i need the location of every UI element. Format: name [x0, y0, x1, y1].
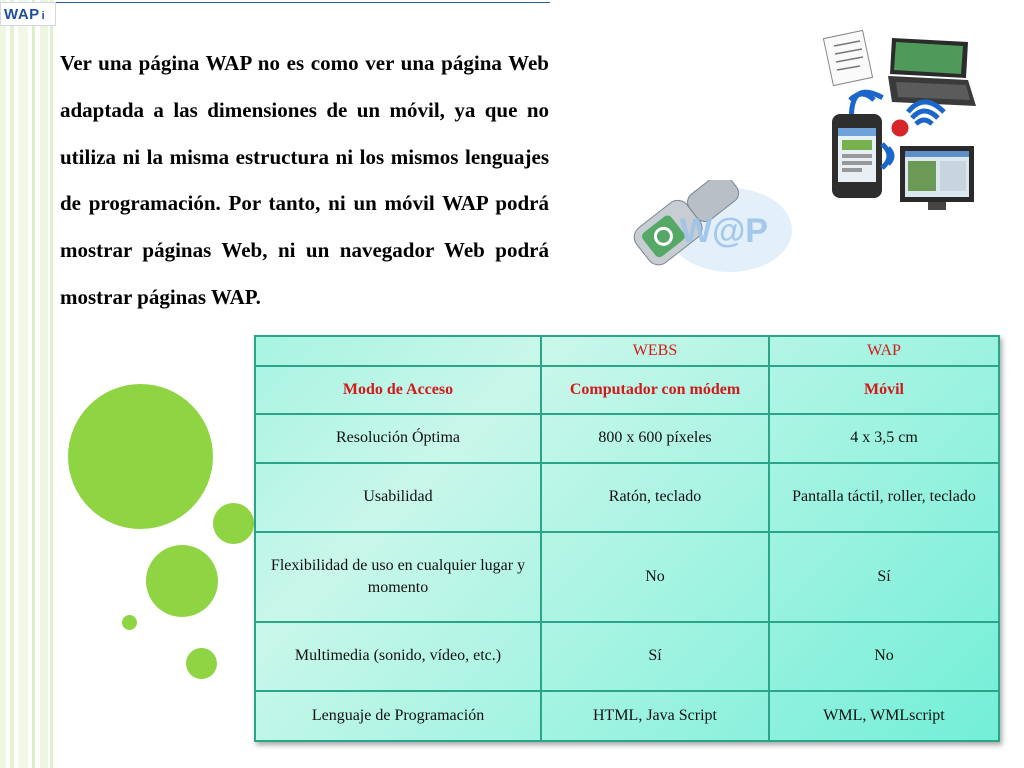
table-cell: Sí: [541, 622, 769, 691]
decor-circle-small: [186, 648, 217, 679]
table-cell: Ratón, teclado: [541, 463, 769, 532]
wifi-waves-icon: [844, 85, 883, 116]
wap-logo-text: WAP: [4, 6, 40, 23]
table-header-cell: [255, 336, 541, 366]
table-cell: No: [769, 622, 999, 691]
table-cell: Pantalla táctil, roller, teclado: [769, 463, 999, 532]
table-row: [255, 463, 999, 532]
table-cell: HTML, Java Script: [541, 691, 769, 741]
wap-logo: [0, 2, 56, 26]
decor-circle-large: [68, 384, 213, 529]
table-cell: Sí: [769, 532, 999, 622]
left-stripes: [0, 0, 56, 768]
decor-circle-medium-2: [146, 545, 218, 617]
table-cell: Resolución Óptima: [255, 414, 541, 463]
decor-circle-tiny: [122, 615, 137, 630]
table-cell: Multimedia (sonido, vídeo, etc.): [255, 622, 541, 691]
table-header-cell: WAP: [769, 336, 999, 366]
devices-illustration: [820, 28, 980, 218]
table-row: [255, 691, 999, 741]
table-row: [255, 414, 999, 463]
table-cell: Computador con módem: [541, 366, 769, 414]
wap-phone-logo: W@P: [680, 212, 768, 250]
table-cell: 4 x 3,5 cm: [769, 414, 999, 463]
table-cell: Modo de Acceso: [255, 366, 541, 414]
table-cell: Usabilidad: [255, 463, 541, 532]
table-cell: Lenguaje de Programación: [255, 691, 541, 741]
decor-circle-medium: [213, 503, 254, 544]
wap-phone-illustration: [620, 180, 800, 290]
table-cell: 800 x 600 píxeles: [541, 414, 769, 463]
table-header-row: [255, 336, 999, 366]
table-row: [255, 622, 999, 691]
top-rule: [56, 2, 550, 3]
table-header-cell: WEBS: [541, 336, 769, 366]
touch-icon: [890, 118, 910, 138]
wap-logo-suffix: i: [41, 10, 46, 22]
intro-paragraph: Ver una página WAP no es como ver una página Web adaptada a las dimensiones de un móvil, ya que no utiliza ni la misma estructura ni los mismos lenguajes de programación. Por tanto, ni un móvil WAP podrá mostrar páginas Web, ni un navegador Web podrá mostrar páginas WAP.: [60, 51, 549, 309]
document-icon: [823, 30, 872, 85]
comparison-table: [254, 335, 1000, 742]
table-cell: WML, WMLscript: [769, 691, 999, 741]
smartphone-icon: [832, 114, 882, 198]
table-row: [255, 366, 999, 414]
table-cell: Móvil: [769, 366, 999, 414]
laptop-icon: [888, 38, 976, 106]
table-cell: Flexibilidad de uso en cualquier lugar y momento: [255, 532, 541, 622]
table-row: [255, 532, 999, 622]
table-cell: No: [541, 532, 769, 622]
monitor-icon: [900, 146, 974, 210]
